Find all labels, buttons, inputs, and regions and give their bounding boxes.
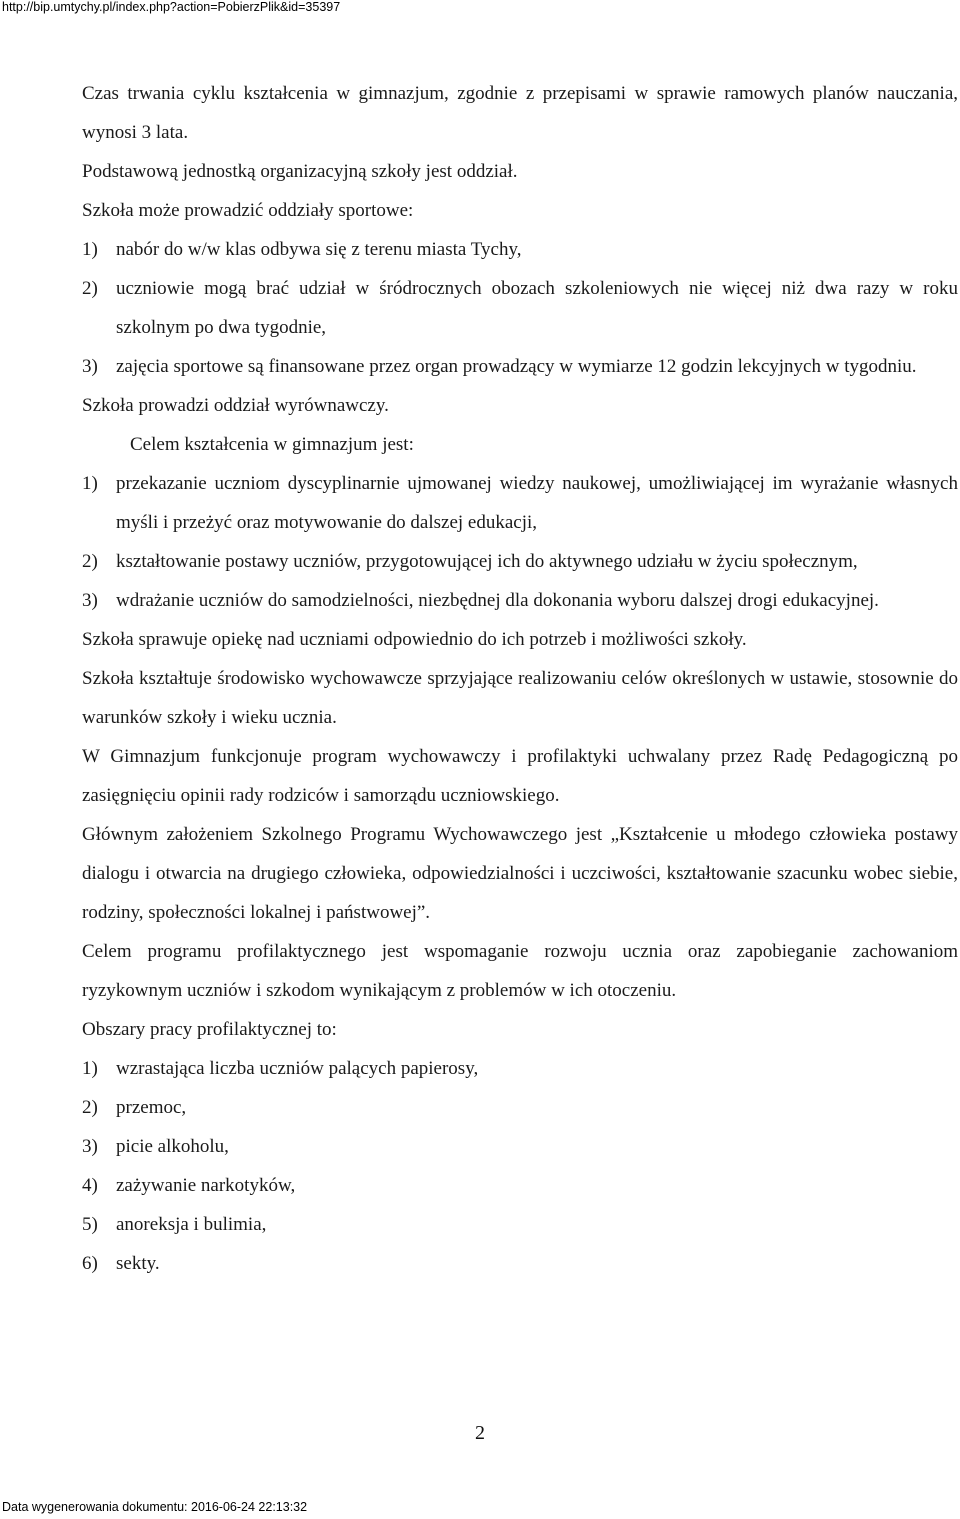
list-item [82, 1088, 958, 1127]
list-item-text: przemoc, [116, 1097, 187, 1118]
paragraph-basic-unit: Podstawową jednostką organizacyjną szkoły jest oddział. [82, 161, 518, 182]
list-item-text: przekazanie uczniom dyscyplinarnie ujmowanej wiedzy naukowej, umożliwiającej im wyrażanie własnych myśli i przeżyć oraz motywowanie do dalszej edukacji, [116, 473, 958, 533]
list-item-number: 1) [82, 1058, 98, 1079]
list-item-number: 4) [82, 1175, 98, 1196]
education-goals-list [82, 464, 958, 620]
list-item-text: uczniowie mogą brać udział w śródrocznych obozach szkoleniowych nie więcej niż dwa razy w roku szkolnym po dwa tygodnie, [116, 278, 958, 338]
paragraph-care: Szkoła sprawuje opiekę nad uczniami odpowiednio do ich potrzeb i możliwości szkoły. [82, 629, 747, 650]
list-item-text: wdrażanie uczniów do samodzielności, niezbędnej dla dokonania wyboru dalszej drogi edukacyjnej. [116, 590, 879, 611]
list-item-number: 3) [82, 590, 98, 611]
list-item-number: 5) [82, 1214, 98, 1235]
list-item [82, 1166, 958, 1205]
page-number: 2 [475, 1422, 485, 1444]
list-item [82, 542, 958, 581]
list-item [82, 347, 958, 386]
list-item [82, 230, 958, 269]
paragraph-cycle-duration: Czas trwania cyklu kształcenia w gimnazjum, zgodnie z przepisami w sprawie ramowych planów nauczania, wynosi 3 lata. [82, 83, 958, 143]
list-item-text: sekty. [116, 1253, 160, 1274]
list-item-number: 1) [82, 239, 98, 260]
generation-date-footer: Data wygenerowania dokumentu: 2016-06-24 22:13:32 [2, 1500, 308, 1514]
list-item-text: kształtowanie postawy uczniów, przygotowującej ich do aktywnego udziału w życiu społecznym, [116, 551, 858, 572]
document-body [82, 74, 958, 1283]
paragraph-program: W Gimnazjum funkcjonuje program wychowawczy i profilaktyki uchwalany przez Radę Pedagogiczną po zasięgnięciu opinii rady rodziców i samorządu uczniowskiego. [82, 746, 958, 806]
paragraph-prevention-goal: Celem programu profilaktycznego jest wspomaganie rozwoju ucznia oraz zapobieganie zachowaniom ryzykownym uczniów i szkodom wynikającym z problemów w ich otoczeniu. [82, 941, 958, 1001]
list-item-number: 3) [82, 356, 98, 377]
list-item [82, 464, 958, 542]
sports-classes-list [82, 230, 958, 386]
list-item-text: nabór do w/w klas odbywa się z terenu miasta Tychy, [116, 239, 522, 260]
list-item-text: wzrastająca liczba uczniów palących papierosy, [116, 1058, 479, 1079]
source-url-header: http://bip.umtychy.pl/index.php?action=PobierzPlik&id=35397 [2, 0, 341, 14]
list-item-text: picie alkoholu, [116, 1136, 229, 1157]
list-item-number: 2) [82, 551, 98, 572]
list-item-number: 1) [82, 473, 98, 494]
list-item [82, 581, 958, 620]
list-item-text: zażywanie narkotyków, [116, 1175, 296, 1196]
list-item-text: zajęcia sportowe są finansowane przez organ prowadzący w wymiarze 12 godzin lekcyjnych w tygodniu. [116, 356, 917, 377]
list-item [82, 1127, 958, 1166]
list-item-number: 2) [82, 1097, 98, 1118]
list-item-number: 6) [82, 1253, 98, 1274]
paragraph-prevention-areas: Obszary pracy profilaktycznej to: [82, 1019, 337, 1040]
list-item-number: 2) [82, 278, 98, 299]
paragraph-environment: Szkoła kształtuje środowisko wychowawcze sprzyjające realizowaniu celów określonych w ustawie, stosownie do warunków szkoły i wieku ucznia. [82, 668, 958, 728]
paragraph-sports-classes: Szkoła może prowadzić oddziały sportowe: [82, 200, 414, 221]
list-item [82, 269, 958, 347]
paragraph-main-assumption: Głównym założeniem Szkolnego Programu Wychowawczego jest „Kształcenie u młodego człowieka postawy dialogu i otwarcia na drugiego człowieka, odpowiedzialności i uczciwości, kształtowanie szacunku wobec siebie, rodziny, społeczności lokalnej i państwowej”. [82, 824, 958, 923]
list-item [82, 1049, 958, 1088]
list-item [82, 1205, 958, 1244]
paragraph-compensatory-class: Szkoła prowadzi oddział wyrównawczy. [82, 395, 389, 416]
prevention-areas-list [82, 1049, 958, 1283]
list-item-text: anoreksja i bulimia, [116, 1214, 267, 1235]
list-item-number: 3) [82, 1136, 98, 1157]
paragraph-education-goal: Celem kształcenia w gimnazjum jest: [130, 434, 414, 455]
list-item [82, 1244, 958, 1283]
